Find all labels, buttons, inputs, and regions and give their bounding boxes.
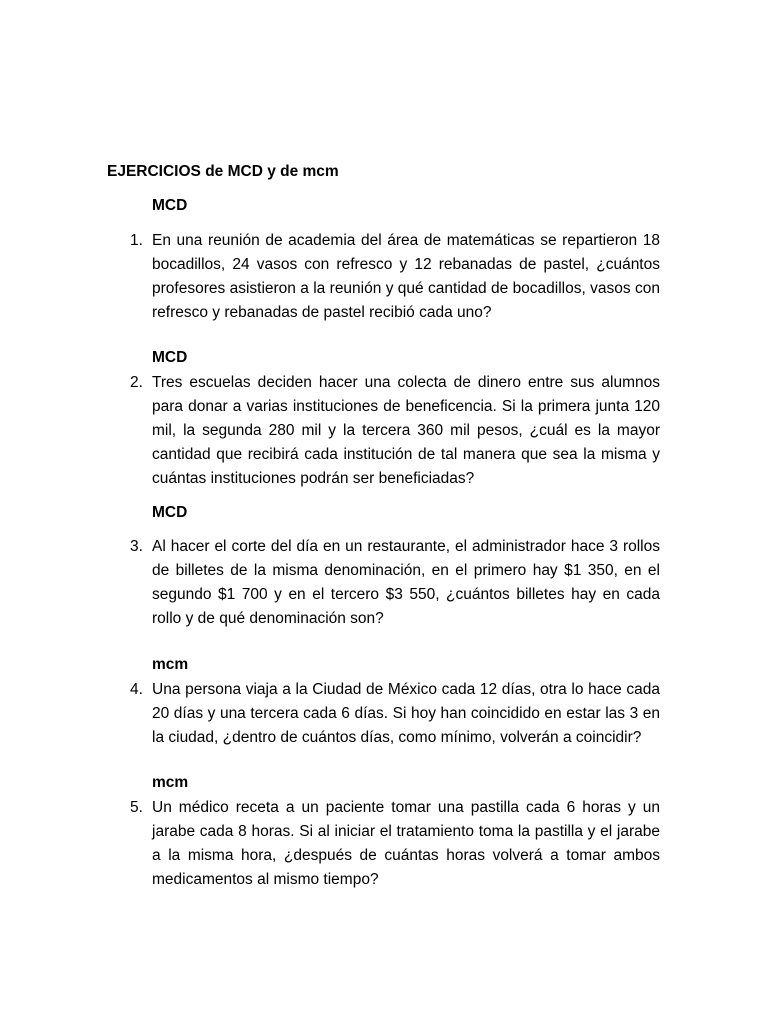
exercise-text: Un médico receta a un paciente tomar una pastilla cada 6 horas y un jarabe cada 8 horas. Si al iniciar el tratamiento toma la pastilla y el jarabe a la misma hora, ¿después de cuántas horas volverá a tomar ambos medicamentos al mismo tiempo? [152, 799, 660, 888]
exercise-text: Una persona viaja a la Ciudad de México cada 12 días, otra lo hace cada 20 días y una tercera cada 6 días. Si hoy han coincidido en estar las 3 en la ciudad, ¿dentro de cuántos días, como mínimo, volverán a coincidir? [152, 681, 660, 746]
document-title: EJERCICIOS de MCD y de mcm [107, 163, 339, 180]
section-label-mcd-3: MCD [152, 504, 188, 521]
exercise-number: 4. [130, 681, 143, 698]
exercise-text: Tres escuelas deciden hacer una colecta de dinero entre sus alumnos para donar a varias instituciones de beneficencia. Si la primera junta 120 mil, la segunda 280 mil y la tercera 360 mil pesos, ¿cuál es la mayor cantidad que recibirá cada institución de tal manera que sea la misma y cuántas instituciones podrán ser beneficiadas? [152, 374, 660, 487]
exercise-number: 2. [130, 374, 143, 391]
section-label-mcd-1: MCD [152, 197, 188, 214]
section-label-mcd-2: MCD [152, 349, 188, 366]
section-label-mcm-5: mcm [152, 774, 189, 791]
exercise-number: 5. [130, 799, 143, 816]
section-label-mcm-4: mcm [152, 656, 189, 673]
exercise-number: 3. [130, 538, 143, 555]
exercise-number: 1. [130, 232, 143, 249]
exercise-text: Al hacer el corte del día en un restaurante, el administrador hace 3 rollos de billetes de la misma denominación, en el primero hay $1 350, en el segundo $1 700 y en el tercero $3 550, ¿cuántos billetes hay en cada rollo y de qué denominación son? [152, 538, 660, 627]
exercise-text: En una reunión de academia del área de matemáticas se repartieron 18 bocadillos, 24 vasos con refresco y 12 rebanadas de pastel, ¿cuántos profesores asistieron a la reunión y qué cantidad de bocadillos, vasos con refresco y rebanadas de pastel recibió cada uno? [152, 232, 660, 321]
